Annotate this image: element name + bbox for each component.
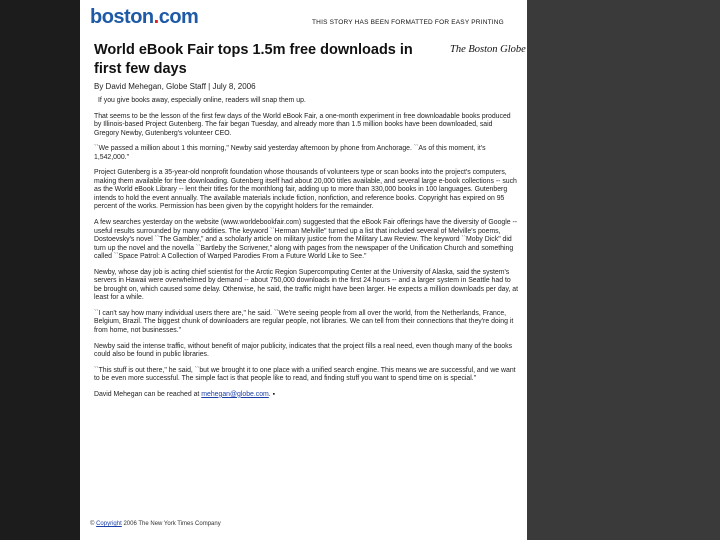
article-paragraph: Project Gutenberg is a 35-year-old nonprofit foundation whose thousands of volunteers type or scan books into the project's computers, making them available for free downloading. Gutenberg itself had about 20,000 titles available, and several large e-book collections -- such as the World eBook Library -- lent their titles for the monthlong fair, adding up to more than 330,000 books in 100 languages. Gutenberg intends to hold the event annually. The available materials include fiction, nonfiction, and reference books. Copyright has expired on 95 percent of the works. Permission has been given by the copyright holders for the remainder.	[94, 169, 517, 211]
logo-name: boston	[90, 6, 154, 28]
article-paragraph: ``We passed a million about 1 this morning," Newby said yesterday afternoon by phone from Anchorage. ``As of this moment, it's 1,542,000."	[94, 145, 486, 161]
article-paragraph: Newby, whose day job is acting chief scientist for the Arctic Region Supercomputing Center at the University of Alaska, said the system's servers in Hawaii were overwhelmed by demand -- about 750,000 downloads in the first 24 hours -- and a larger system in Seattle had to be brought on, which caused some delay. Otherwise, he said, the traffic might have been larger. He expects a million downloads per day, at least for a while.	[94, 268, 519, 302]
author-email-link[interactable]: mehegan@globe.com	[201, 390, 269, 398]
boston-globe-logo: The Boston Globe	[450, 44, 526, 55]
contact-prefix: David Mehegan can be reached at	[94, 390, 202, 398]
logo-dot: .	[153, 6, 159, 28]
article-paragraph: ``This stuff is out there," he said, ``but we brought it to one place with a unified search engine. This means we are successful, and we want to be even more successful. The simple fact is that people like to read, and finding stuff you want to spend time on is special."	[94, 366, 516, 383]
article-paragraph: That seems to be the lesson of the first few days of the World eBook Fair, a one-month experiment in free downloadable books produced by Illinois-based Project Gutenberg. The fair began Tuesday, and already more than 1.5 million books have been downloaded, said Gregory Newby, Gutenberg's volunteer CEO.	[94, 112, 511, 137]
article-body	[94, 97, 519, 406]
printable-article-page	[80, 0, 527, 540]
copyright-link[interactable]: Copyright	[96, 521, 122, 527]
copyright-suffix: 2006 The New York Times Company	[121, 521, 221, 527]
article-paragraph: ``I can't say how many individual users there are," he said. ``We're seeing people from all over the world, from the Netherlands, France, Belgium, Brazil. The biggest chunk of downloaders are regular people, not libraries. We can tell from their connections that they're doing it from home, not businesses."	[94, 309, 514, 335]
article-paragraph: Newby said the intense traffic, without benefit of major publicity, indicates that the project fills a real need, even though many of the books could also be found in public libraries.	[94, 342, 513, 359]
article-paragraph: If you give books away, especially online, readers will snap them up.	[98, 97, 306, 104]
copyright-footer	[90, 521, 221, 527]
copyright-prefix: ©	[90, 521, 97, 527]
print-format-note: THIS STORY HAS BEEN FORMATTED FOR EASY PRINTING	[312, 19, 504, 26]
article-byline: By David Mehegan, Globe Staff | July 8, 2006	[94, 82, 256, 91]
article-paragraph: A few searches yesterday on the website (www.worldebookfair.com) suggested that the eBook Fair offerings have the diversity of Google -- useful results surrounded by many oddities. The keyword ``Herman Melville" turned up a list that included several of Melville's poems, Dostoevsky's novel ``The Gambler," and a scholarly article on military justice from the Military Law Review. The keyword ``Moby Dick" did turn up the novel and the novella ``Bartleby the Scrivener," along with pages from the newspaper of the Unification Church and something called ``Space Patrol: A Collection of Warped Parodies From a Future World Like to See."	[94, 219, 518, 261]
background-panel	[527, 0, 720, 540]
article-headline: World eBook Fair tops 1.5m free downloads in first few days	[94, 42, 413, 77]
contact-suffix: . ▪	[268, 390, 276, 398]
boston-com-logo[interactable]	[90, 6, 198, 29]
author-contact	[94, 391, 519, 400]
logo-com: com	[158, 6, 199, 28]
